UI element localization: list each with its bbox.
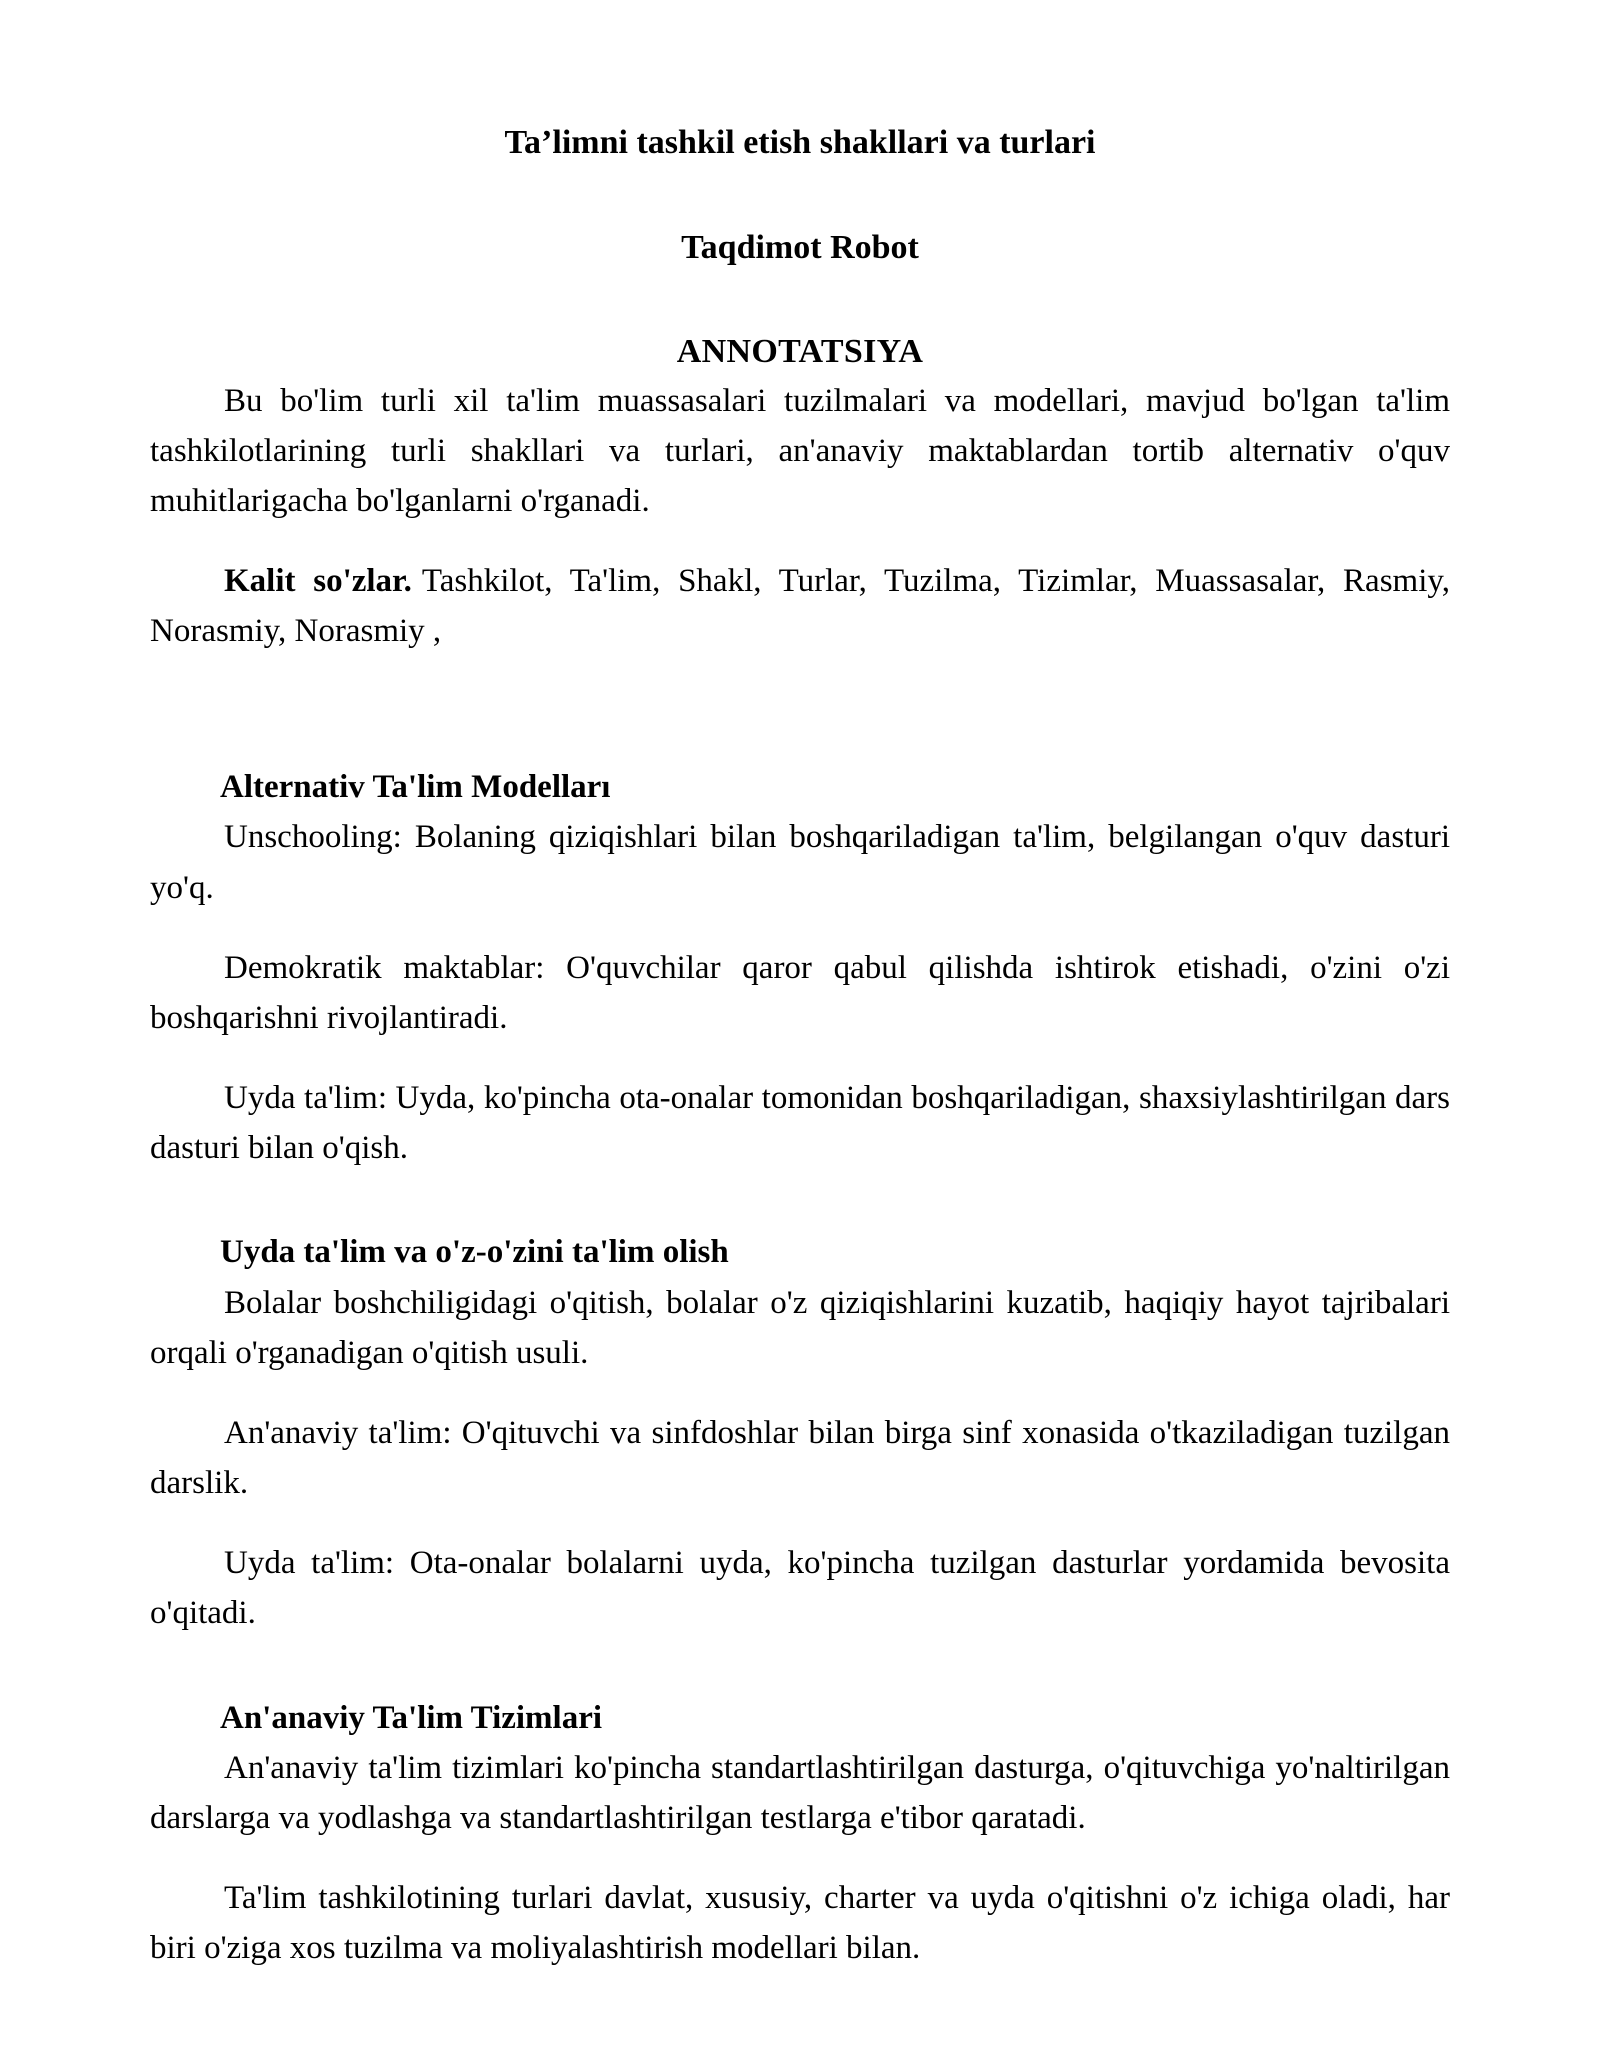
keywords-value: Tashkilot, Ta'lim, Shakl, Turlar, Tuzilma, Tizimlar, Muassasalar, Rasmiy, Norasmiy, Norasmiy ,	[150, 562, 1450, 650]
section-heading: Uyda ta'lim va o'z-o'zini ta'lim olish	[220, 1234, 729, 1271]
section-paragraph: Bolalar boshchiligidagi o'qitish, bolalar o'z qiziqishlarini kuzatib, haqiqiy hayot tajribalari orqali o'rganadigan o'qitish usuli.	[150, 1284, 1450, 1371]
document-title: Ta’limni tashkil etish shakllari va turlari	[504, 124, 1096, 161]
section-traditional-systems	[150, 1695, 1450, 1974]
section-heading: An'anaviy Ta'lim Tizimlari	[220, 1699, 603, 1736]
section-heading: Alternativ Ta'lim Modelları	[220, 769, 611, 806]
keywords-paragraph	[150, 556, 1450, 656]
section-paragraph: An'anaviy ta'lim tizimlari ko'pincha standartlashtirilgan dasturga, o'qituvchiga yo'naltirilgan darslarga va yodlashga va standartlashtirilgan testlarga e'tibor qaratadi.	[150, 1749, 1450, 1836]
section-paragraph: Ta'lim tashkilotining turlari davlat, xususiy, charter va uyda o'qitishni o'z ichiga oladi, har biri o'ziga xos tuzilma va moliyalashtirish modellari bilan.	[150, 1880, 1450, 1967]
section-paragraph: Uyda ta'lim: Ota-onalar bolalarni uyda, ko'pincha tuzilgan dasturlar yordamida bevosita o'qitadi.	[150, 1545, 1450, 1632]
section-paragraph: An'anaviy ta'lim: O'qituvchi va sinfdoshlar bilan birga sinf xonasida o'tkaziladigan tuzilgan darslik.	[150, 1414, 1450, 1502]
section-paragraph: Uyda ta'lim: Uyda, ko'pincha ota-onalar tomonidan boshqariladigan, shaxsiylashtirilgan dars dasturi bilan o'qish.	[150, 1080, 1450, 1167]
section-paragraph: Unschooling: Bolaning qiziqishlari bilan boshqariladigan ta'lim, belgilangan o'quv dasturi yo'q.	[150, 819, 1450, 906]
annotation-body: Bu bo'lim turli xil ta'lim muassasalari tuzilmalari va modellari, mavjud bo'lgan ta'lim tashkilotlarining turli shakllari va turlari, an'anaviy maktablardan tortib alternativ o'quv muhitlarigacha bo'lganlarni o'rganadi.	[150, 382, 1450, 519]
section-homeschooling	[150, 1229, 1450, 1638]
section-alternative-models	[150, 764, 1450, 1173]
keywords-label: Kalit so'zlar.	[224, 562, 412, 599]
section-paragraph: Demokratik maktablar: O'quvchilar qaror qabul qilishda ishtirok etishadi, o'zini o'zi boshqarishni rivojlantiradi.	[150, 949, 1450, 1036]
annotation-heading: ANNOTATSIYA	[676, 333, 924, 370]
document-author: Taqdimot Robot	[681, 228, 919, 266]
